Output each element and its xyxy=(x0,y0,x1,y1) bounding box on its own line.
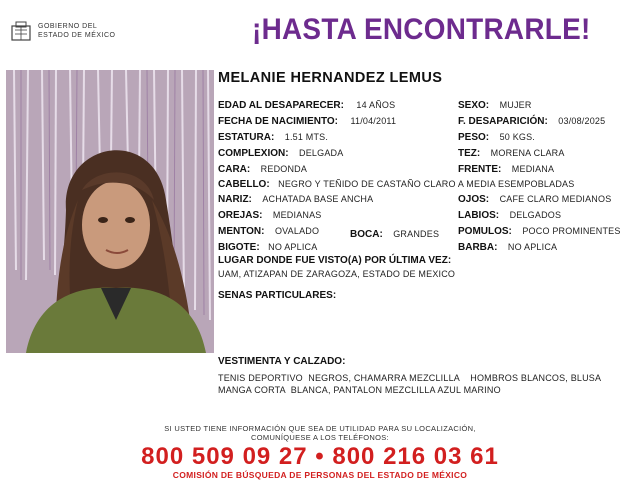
barba-label: BARBA: xyxy=(458,242,498,253)
complexion-label: COMPLEXION: xyxy=(218,148,289,159)
peso-value: 50 KGS. xyxy=(499,132,535,142)
field-frente xyxy=(458,159,554,177)
boca-label: BOCA: xyxy=(350,229,383,240)
edad-value: 14 AÑOS xyxy=(356,100,396,110)
field-barba xyxy=(458,237,557,255)
field-boca xyxy=(350,224,439,242)
frente-value: MEDIANA xyxy=(511,164,555,174)
logo-text-line2: ESTADO DE MÉXICO xyxy=(38,32,116,39)
labios-label: LABIOS: xyxy=(458,210,500,221)
cabello-label: CABELLO: xyxy=(218,179,270,190)
missing-person-photo xyxy=(6,70,214,353)
barba-value: NO APLICA xyxy=(507,242,558,252)
complexion-value: DELGADA xyxy=(299,148,344,158)
menton-label: MENTON: xyxy=(218,226,265,237)
coat-of-arms-icon xyxy=(10,20,32,44)
orejas-label: OREJAS: xyxy=(218,210,263,221)
clothing-label: VESTIMENTA Y CALZADO: xyxy=(218,356,346,367)
estatura-label: ESTATURA: xyxy=(218,132,275,143)
senas-label: SENAS PARTICULARES: xyxy=(218,290,337,301)
orejas-value: MEDIANAS xyxy=(272,210,322,220)
nacimiento-label: FECHA DE NACIMIENTO: xyxy=(218,116,338,127)
labios-value: DELGADOS xyxy=(509,210,562,220)
desaparicion-value: 03/08/2025 xyxy=(558,116,606,126)
tez-label: TEZ: xyxy=(458,148,481,159)
hotline-phone-numbers: 800 509 09 27 • 800 216 03 61 xyxy=(141,443,499,470)
nariz-value: ACHATADA BASE ANCHA xyxy=(262,194,374,204)
photo-illustration xyxy=(6,70,214,353)
government-logo xyxy=(10,20,130,46)
headline: ¡HASTA ENCONTRARLE! xyxy=(252,13,591,46)
desaparicion-label: F. DESAPARICIÓN: xyxy=(458,116,548,127)
estatura-value: 1.51 MTS. xyxy=(284,132,329,142)
nacimiento-value: 11/04/2011 xyxy=(350,116,397,126)
tez-value: MORENA CLARA xyxy=(490,148,565,158)
footer-note-line1: SI USTED TIENE INFORMACIÓN QUE SEA DE UTILIDAD PARA SU LOCALIZACIÓN, xyxy=(164,424,476,433)
sexo-label: SEXO: xyxy=(458,100,490,111)
boca-value: GRANDES xyxy=(393,229,440,239)
nariz-label: NARIZ: xyxy=(218,194,252,205)
clothing-line2: MANGA CORTA BLANCA, PANTALON MEZCLILLA AZUL MARINO xyxy=(218,385,501,395)
last-seen-label: LUGAR DONDE FUE VISTO(A) POR ÚLTIMA VEZ: xyxy=(218,255,452,266)
cara-label: CARA: xyxy=(218,164,251,175)
cabello-value: NEGRO Y TEÑIDO DE CASTAÑO CLARO A MEDIA ESEMPOBLADAS xyxy=(278,179,575,189)
logo-text-line1: GOBIERNO DEL xyxy=(38,23,98,30)
bigote-label: BIGOTE: xyxy=(218,242,260,253)
sexo-value: MUJER xyxy=(499,100,532,110)
edad-label: EDAD AL DESAPARECER: xyxy=(218,100,344,111)
menton-value: OVALADO xyxy=(274,226,320,236)
pomulos-label: POMULOS: xyxy=(458,226,512,237)
frente-label: FRENTE: xyxy=(458,164,502,175)
peso-label: PESO: xyxy=(458,132,490,143)
bigote-value: NO APLICA xyxy=(268,242,318,252)
cara-value: REDONDA xyxy=(260,164,308,174)
commission-name: COMISIÓN DE BÚSQUEDA DE PERSONAS DEL ESTADO DE MÉXICO xyxy=(172,470,468,480)
ojos-label: OJOS: xyxy=(458,194,490,205)
last-seen-value: UAM, ATIZAPAN DE ZARAGOZA, ESTADO DE MEXICO xyxy=(218,269,456,279)
footer-note-line2: COMUNÍQUESE A LOS TELÉFONOS: xyxy=(251,433,389,442)
clothing-line1: TENIS DEPORTIVO NEGROS, CHAMARRA MEZCLILLA HOMBROS BLANCOS, BLUSA xyxy=(218,373,602,383)
ojos-value: CAFE CLARO MEDIANOS xyxy=(499,194,612,204)
person-name: MELANIE HERNANDEZ LEMUS xyxy=(218,70,443,86)
field-bigote xyxy=(218,237,317,255)
pomulos-value: POCO PROMINENTES xyxy=(522,226,621,236)
